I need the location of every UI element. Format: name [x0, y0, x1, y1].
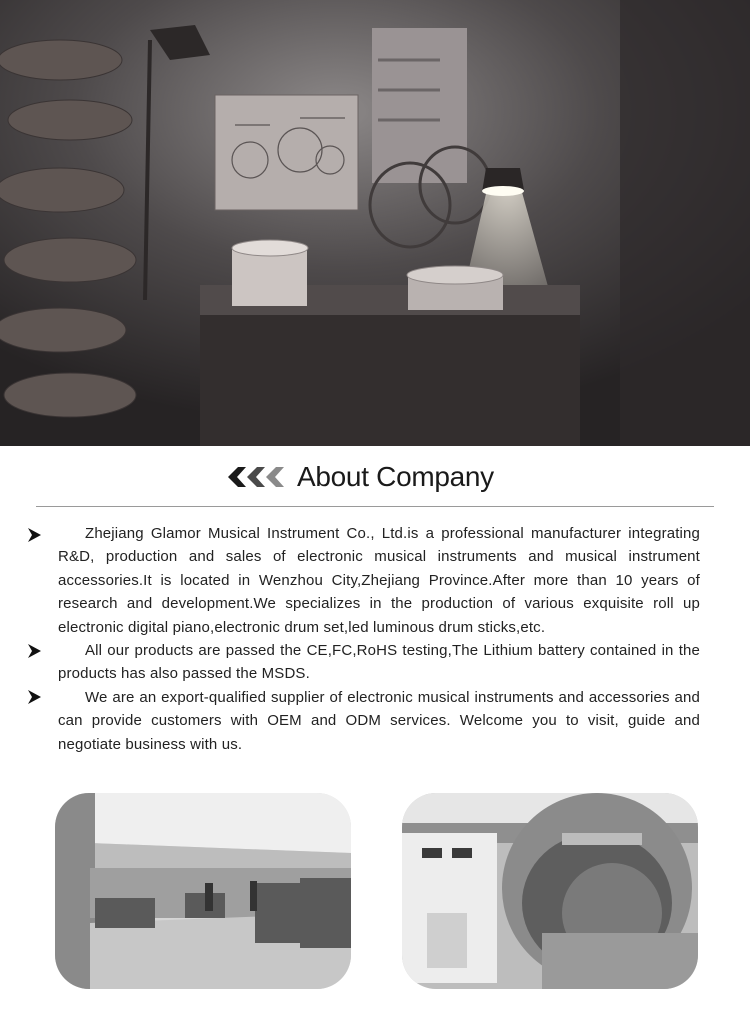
- page-title: About Company: [297, 461, 494, 492]
- machinery-photo: [402, 793, 698, 989]
- chevron-right-icon: [26, 527, 42, 543]
- chevron-right-icon: [26, 689, 42, 705]
- triple-chevron-left-icon: [224, 465, 292, 489]
- paragraph-text: We are an export-qualified supplier of electronic musical instruments and accessories and can provide customers with OEM and ODM services. Welcome you to visit, guide and negotiate business with us.: [58, 689, 700, 753]
- paragraph-text: All our products are passed the CE,FC,RoHS testing,The Lithium battery contained in the products has also passed the MSDS.: [58, 642, 700, 683]
- paragraph-certifications: [58, 639, 700, 686]
- chevron-right-icon: [26, 643, 42, 659]
- paragraph-services: [58, 686, 700, 756]
- paragraph-company-intro: [58, 522, 700, 639]
- paragraph-text: Zhejiang Glamor Musical Instrument Co., Ltd.is a professional manufacturer integrating R&D, production and sales of electronic musical instruments and musical instrument accessories.It is located in Wenzhou City,Zhejiang Province.After more than 10 years of research and development.We specializes in the production of various exquisite roll up electronic digital piano,electronic drum set,led luminous drum sticks,etc.: [58, 525, 700, 636]
- hero-workshop-photo: [0, 0, 750, 446]
- warehouse-photo: [55, 793, 351, 989]
- heading-divider: [36, 506, 714, 507]
